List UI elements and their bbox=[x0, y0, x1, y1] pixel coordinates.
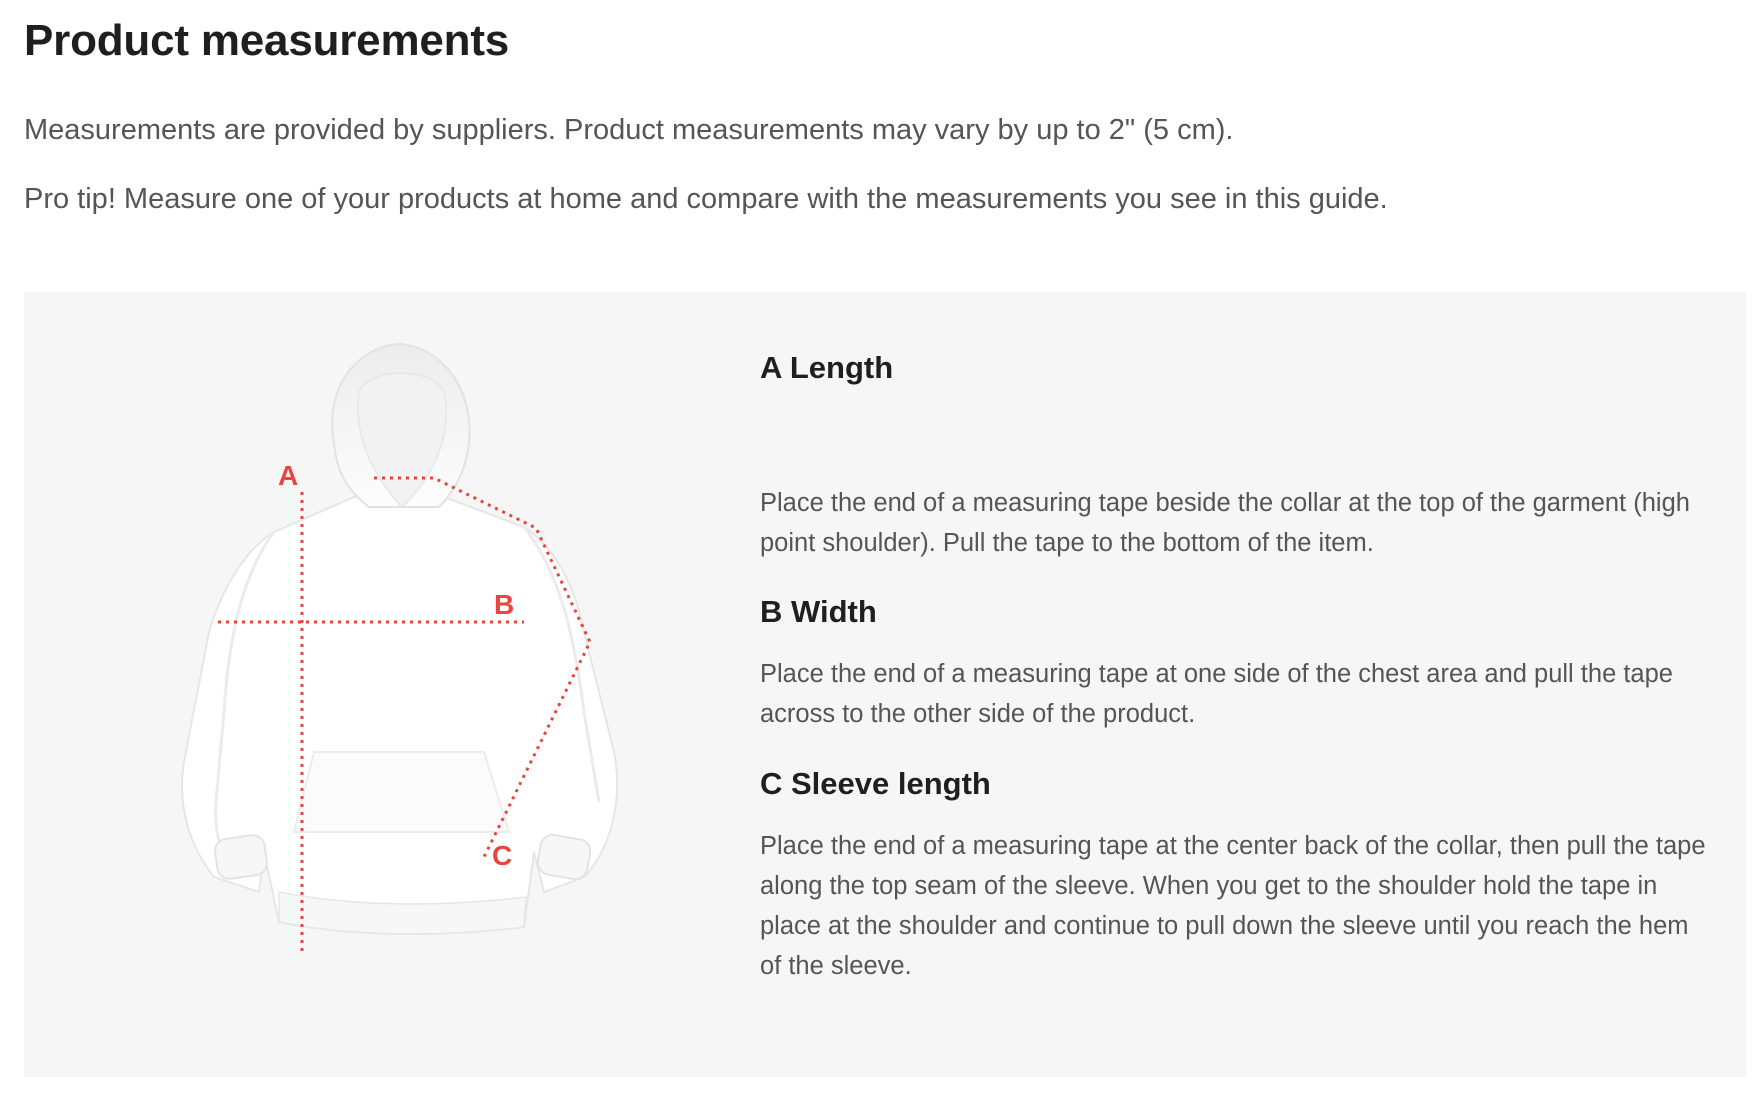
length-heading: A Length bbox=[760, 350, 894, 385]
hoodie-measurement-diagram bbox=[154, 332, 714, 972]
pro-tip-text: Pro tip! Measure one of your products at home and compare with the measurements you see in this guide. bbox=[24, 183, 1388, 215]
sleeve-length-heading: C Sleeve length bbox=[760, 766, 991, 801]
width-description: Place the end of a measuring tape at one side of the chest area and pull the tape across to the other side of the product. bbox=[760, 660, 1673, 728]
width-heading: B Width bbox=[760, 594, 877, 629]
marker-c-label: C bbox=[492, 840, 513, 871]
hoodie-illustration bbox=[154, 332, 714, 972]
measurement-guide-panel bbox=[24, 292, 1746, 1077]
intro-text: Measurements are provided by suppliers. Product measurements may vary by up to 2" (5 cm). bbox=[24, 114, 1234, 146]
marker-a-label: A bbox=[278, 460, 299, 491]
length-description: Place the end of a measuring tape beside the collar at the top of the garment (high point shoulder). Pull the tape to the bottom of the item. bbox=[760, 489, 1690, 557]
page-title: Product measurements bbox=[24, 16, 510, 65]
marker-b-label: B bbox=[494, 589, 515, 620]
sleeve-length-description: Place the end of a measuring tape at the center back of the collar, then pull the tape along the top seam of the sleeve. When you get to the shoulder hold the tape in place at the shoulder and continue to pull down the sleeve until you reach the hem of the sleeve. bbox=[760, 832, 1706, 980]
